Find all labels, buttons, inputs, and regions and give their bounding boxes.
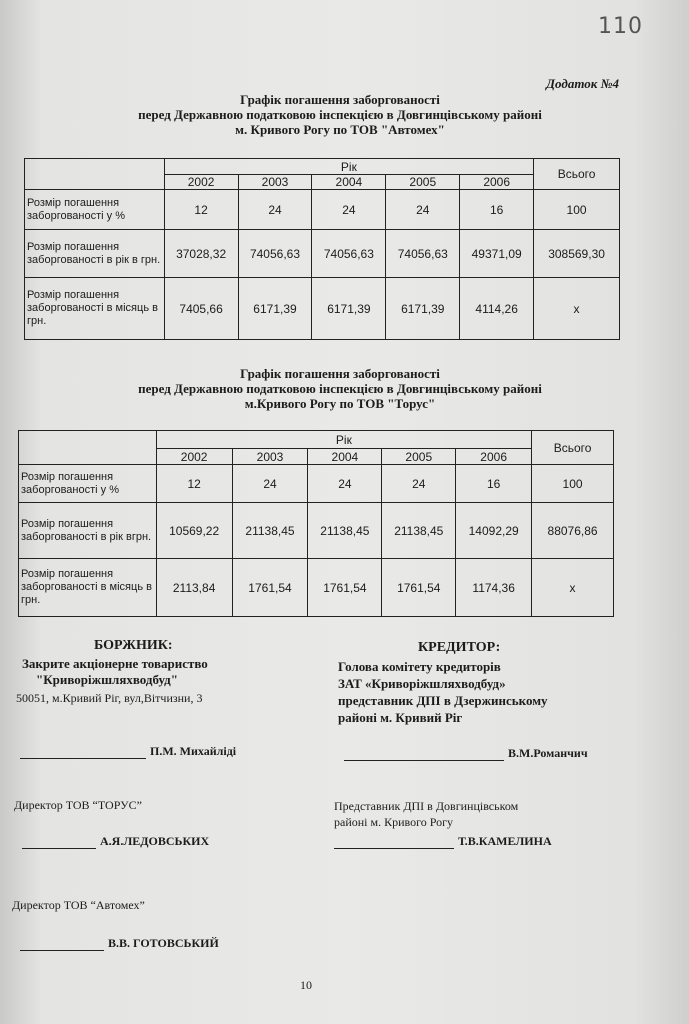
value-cell: 74056,63 xyxy=(312,230,386,278)
year-cell: 2006 xyxy=(456,449,532,465)
creditor-line: районі м. Кривий Ріг xyxy=(338,710,463,725)
value-cell: 1761,54 xyxy=(382,559,456,617)
value-cell: 6171,39 xyxy=(312,278,386,340)
total-cell: 88076,86 xyxy=(532,503,614,559)
debtor-signature xyxy=(20,744,236,759)
avtomeh-position: Директор ТОВ “Автомех” xyxy=(12,898,145,912)
value-cell: 37028,32 xyxy=(164,230,238,278)
value-cell: 24 xyxy=(386,190,460,230)
creditor-lines xyxy=(338,658,548,726)
row-label: Розмір погашення заборгованості в місяць в грн. xyxy=(19,559,157,617)
year-cell: 2004 xyxy=(312,175,386,190)
schedule1-title-line: м. Кривого Рогу по ТОВ "Автомех" xyxy=(235,122,445,137)
value-cell: 16 xyxy=(456,465,532,503)
total-header: Всього xyxy=(532,431,614,465)
debtor-org-line: Закрите акціонерне товариство xyxy=(22,656,208,671)
creditor-line: Голова комітету кредиторів xyxy=(338,659,501,674)
signature-line xyxy=(20,938,104,951)
schedule1-table xyxy=(24,158,620,340)
avtomeh-signatory: В.В. ГОТОВСЬКИЙ xyxy=(108,936,219,950)
table-corner-cell xyxy=(19,431,157,465)
schedule1-title-line: перед Державною податковою інспекцією в Довгинцівському районі xyxy=(138,107,542,122)
avtomeh-signature xyxy=(20,936,219,951)
year-header: Рік xyxy=(164,159,533,175)
value-cell: 7405,66 xyxy=(164,278,238,340)
debtor-heading: БОРЖНИК: xyxy=(94,638,173,653)
dpi-position xyxy=(334,798,518,830)
value-cell: 10569,22 xyxy=(156,503,232,559)
value-cell: 24 xyxy=(312,190,386,230)
schedule2-title-line: м.Кривого Рогу по ТОВ "Торус" xyxy=(244,396,436,411)
signature-line xyxy=(334,836,454,849)
total-cell: 100 xyxy=(534,190,620,230)
value-cell: 2113,84 xyxy=(156,559,232,617)
signature-line xyxy=(20,746,146,759)
value-cell: 74056,63 xyxy=(238,230,312,278)
torus-position: Директор ТОВ “ТОРУС” xyxy=(14,798,142,812)
value-cell: 21138,45 xyxy=(382,503,456,559)
debtor-address: 50051, м.Кривий Ріг, вул,Вітчизни, 3 xyxy=(16,691,203,705)
value-cell: 16 xyxy=(460,190,534,230)
total-cell: x xyxy=(534,278,620,340)
row-label: Розмір погашення заборгованості в рік вгрн. xyxy=(19,503,157,559)
table-row xyxy=(19,559,614,617)
value-cell: 24 xyxy=(238,190,312,230)
schedule2-table xyxy=(18,430,614,617)
value-cell: 21138,45 xyxy=(308,503,382,559)
year-cell: 2004 xyxy=(308,449,382,465)
row-label: Розмір погашення заборгованості у % xyxy=(25,190,165,230)
value-cell: 6171,39 xyxy=(386,278,460,340)
total-cell: 308569,30 xyxy=(534,230,620,278)
table-row xyxy=(25,278,620,340)
dpi-signatory: Т.В.КАМЕЛИНА xyxy=(458,834,552,848)
value-cell: 21138,45 xyxy=(232,503,308,559)
schedule2-title-line: перед Державною податковою інспекцією в Довгинцівському районі xyxy=(138,381,542,396)
year-cell: 2002 xyxy=(164,175,238,190)
schedule1-title-line: Графік погашення заборгованості xyxy=(240,92,440,107)
total-cell: 100 xyxy=(532,465,614,503)
value-cell: 12 xyxy=(164,190,238,230)
year-cell: 2002 xyxy=(156,449,232,465)
year-header: Рік xyxy=(156,431,531,449)
value-cell: 6171,39 xyxy=(238,278,312,340)
signature-line xyxy=(22,836,96,849)
value-cell: 49371,09 xyxy=(460,230,534,278)
row-label: Розмір погашення заборгованості у % xyxy=(19,465,157,503)
total-header: Всього xyxy=(534,159,620,190)
year-cell: 2005 xyxy=(386,175,460,190)
debtor-org xyxy=(22,656,208,688)
table-row xyxy=(25,230,620,278)
creditor-signature xyxy=(344,746,588,761)
table-row xyxy=(19,465,614,503)
debtor-org-line: "Криворіжшляхводбуд" xyxy=(36,672,178,687)
creditor-heading: КРЕДИТОР: xyxy=(418,640,501,655)
value-cell: 1761,54 xyxy=(232,559,308,617)
value-cell: 24 xyxy=(232,465,308,503)
page-number: 10 xyxy=(300,978,312,992)
handwritten-page-number: 110 xyxy=(598,14,643,39)
row-label: Розмір погашення заборгованості в рік в грн. xyxy=(25,230,165,278)
signature-line xyxy=(344,748,504,761)
value-cell: 1761,54 xyxy=(308,559,382,617)
year-cell: 2003 xyxy=(232,449,308,465)
value-cell: 14092,29 xyxy=(456,503,532,559)
total-cell: x xyxy=(532,559,614,617)
debtor-signatory: П.М. Михайліді xyxy=(150,744,237,758)
value-cell: 12 xyxy=(156,465,232,503)
schedule1-title xyxy=(40,92,640,137)
year-cell: 2006 xyxy=(460,175,534,190)
creditor-line: ЗАТ «Криворіжшляхводбуд» xyxy=(338,676,506,691)
dpi-position-line: Представник ДПІ в Довгинцівськом xyxy=(334,799,519,813)
value-cell: 24 xyxy=(308,465,382,503)
year-cell: 2003 xyxy=(238,175,312,190)
torus-signature xyxy=(22,834,209,849)
creditor-signatory: В.М.Романчич xyxy=(508,746,588,760)
dpi-position-line: районі м. Кривого Рогу xyxy=(334,815,454,829)
schedule2-title xyxy=(40,366,640,411)
year-cell: 2005 xyxy=(382,449,456,465)
value-cell: 24 xyxy=(382,465,456,503)
value-cell: 74056,63 xyxy=(386,230,460,278)
appendix-label: Додаток №4 xyxy=(546,76,619,91)
table-corner-cell xyxy=(25,159,165,190)
value-cell: 4114,26 xyxy=(460,278,534,340)
row-label: Розмір погашення заборгованості в місяць в грн. xyxy=(25,278,165,340)
table-row xyxy=(25,190,620,230)
value-cell: 1174,36 xyxy=(456,559,532,617)
torus-signatory: А.Я.ЛЕДОВСЬКИХ xyxy=(100,834,210,848)
schedule2-title-line: Графік погашення заборгованості xyxy=(240,366,440,381)
dpi-signature xyxy=(334,834,552,849)
creditor-line: представник ДПІ в Дзержинському xyxy=(338,693,548,708)
table-row xyxy=(19,503,614,559)
